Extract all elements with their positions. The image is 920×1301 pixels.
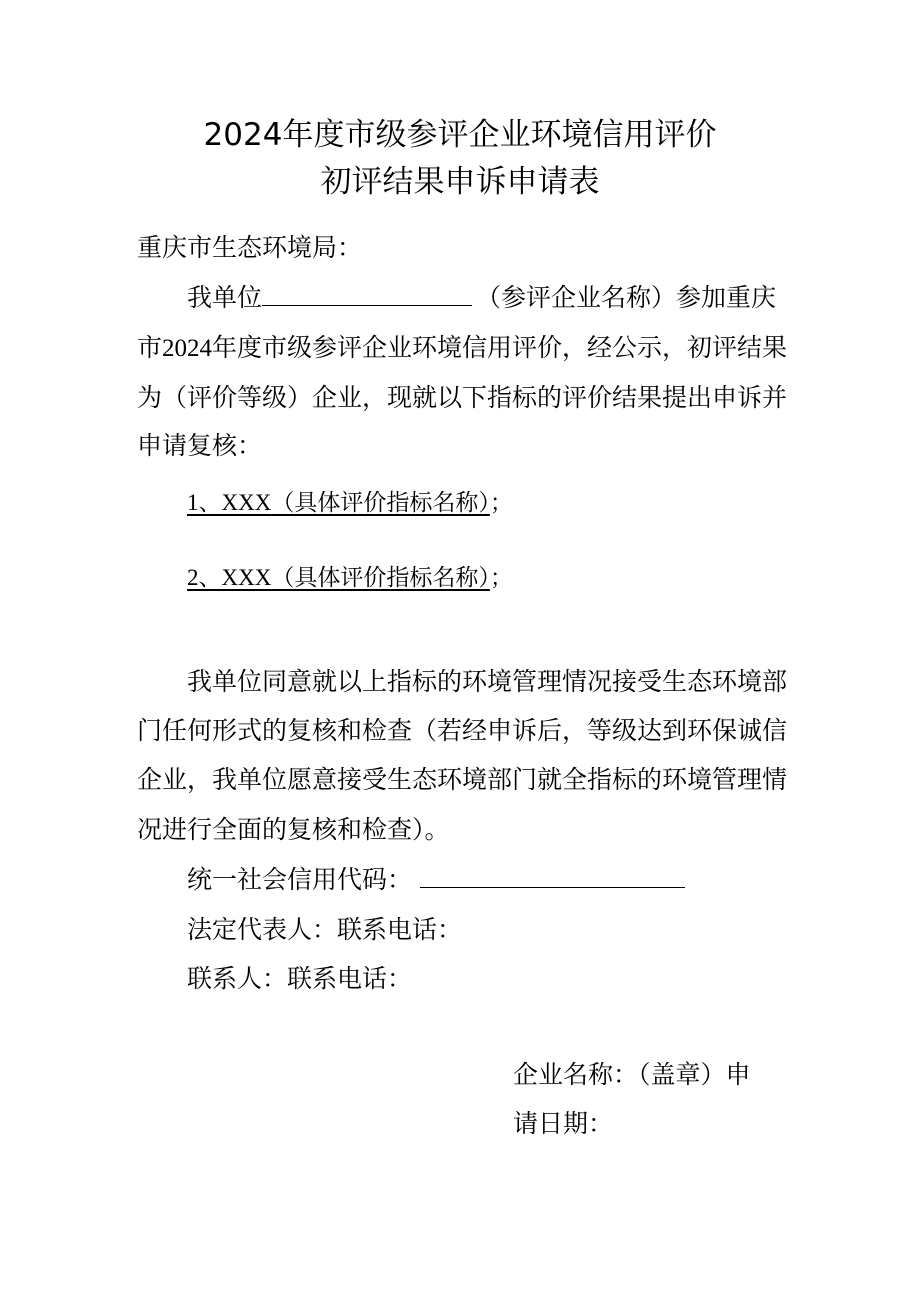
document-title-line-1: 2024年度市级参评企业环境信用评价 <box>203 117 717 153</box>
item-2-end: ； <box>489 565 513 591</box>
item-1-end: ； <box>489 490 513 516</box>
para2-line-3: 企业，我单位愿意接受生态环境部门就全指标的环境管理情 <box>137 765 788 794</box>
footer-line-2: 请日期： <box>513 1109 614 1138</box>
legal-rep-row: 法定代表人：联系电话： <box>187 915 463 944</box>
credit-code-blank[interactable] <box>420 863 685 888</box>
item-2-text: （具体评价指标名称） <box>271 565 490 591</box>
para1-line-2-text: 年度市级参评企业环境信用评价，经公示，初评结果 <box>212 333 788 362</box>
para1-city: 市 <box>137 333 163 362</box>
company-name-blank[interactable] <box>262 281 472 306</box>
para1-line-2 <box>137 330 787 367</box>
para1-line-1 <box>187 280 776 316</box>
contact-row: 联系人：联系电话： <box>187 964 413 993</box>
para2-line-4: 况进行全面的复核和检查）。 <box>137 815 450 844</box>
footer-line-1: 企业名称：（盖章）申 <box>513 1060 751 1089</box>
para1-line-4: 申请复核： <box>137 431 263 460</box>
para1-line-3: 为（评价等级）企业，现就以下指标的评价结果提出申诉并 <box>137 383 788 412</box>
document-title-line-2: 初评结果申诉申请表 <box>320 164 600 200</box>
item-1-number: 1、XXX <box>187 490 272 515</box>
para1-prefix: 我单位 <box>187 283 263 312</box>
para2-line-2: 门任何形式的复核和检查（若经申诉后，等级达到环保诚信 <box>137 716 788 745</box>
credit-code-label: 统一社会信用代码： <box>187 865 413 894</box>
list-item <box>187 560 513 596</box>
credit-code-row <box>187 862 685 898</box>
item-2-number: 2、XXX <box>187 565 272 590</box>
para1-suffix: （参评企业名称）参加重庆 <box>476 283 777 312</box>
item-1-text: （具体评价指标名称） <box>271 490 490 516</box>
list-item <box>187 485 513 521</box>
para1-year: 2024 <box>162 335 213 362</box>
salutation: 重庆市生态环境局： <box>137 233 363 262</box>
para2-line-1: 我单位同意就以上指标的环境管理情况接受生态环境部 <box>187 667 788 696</box>
